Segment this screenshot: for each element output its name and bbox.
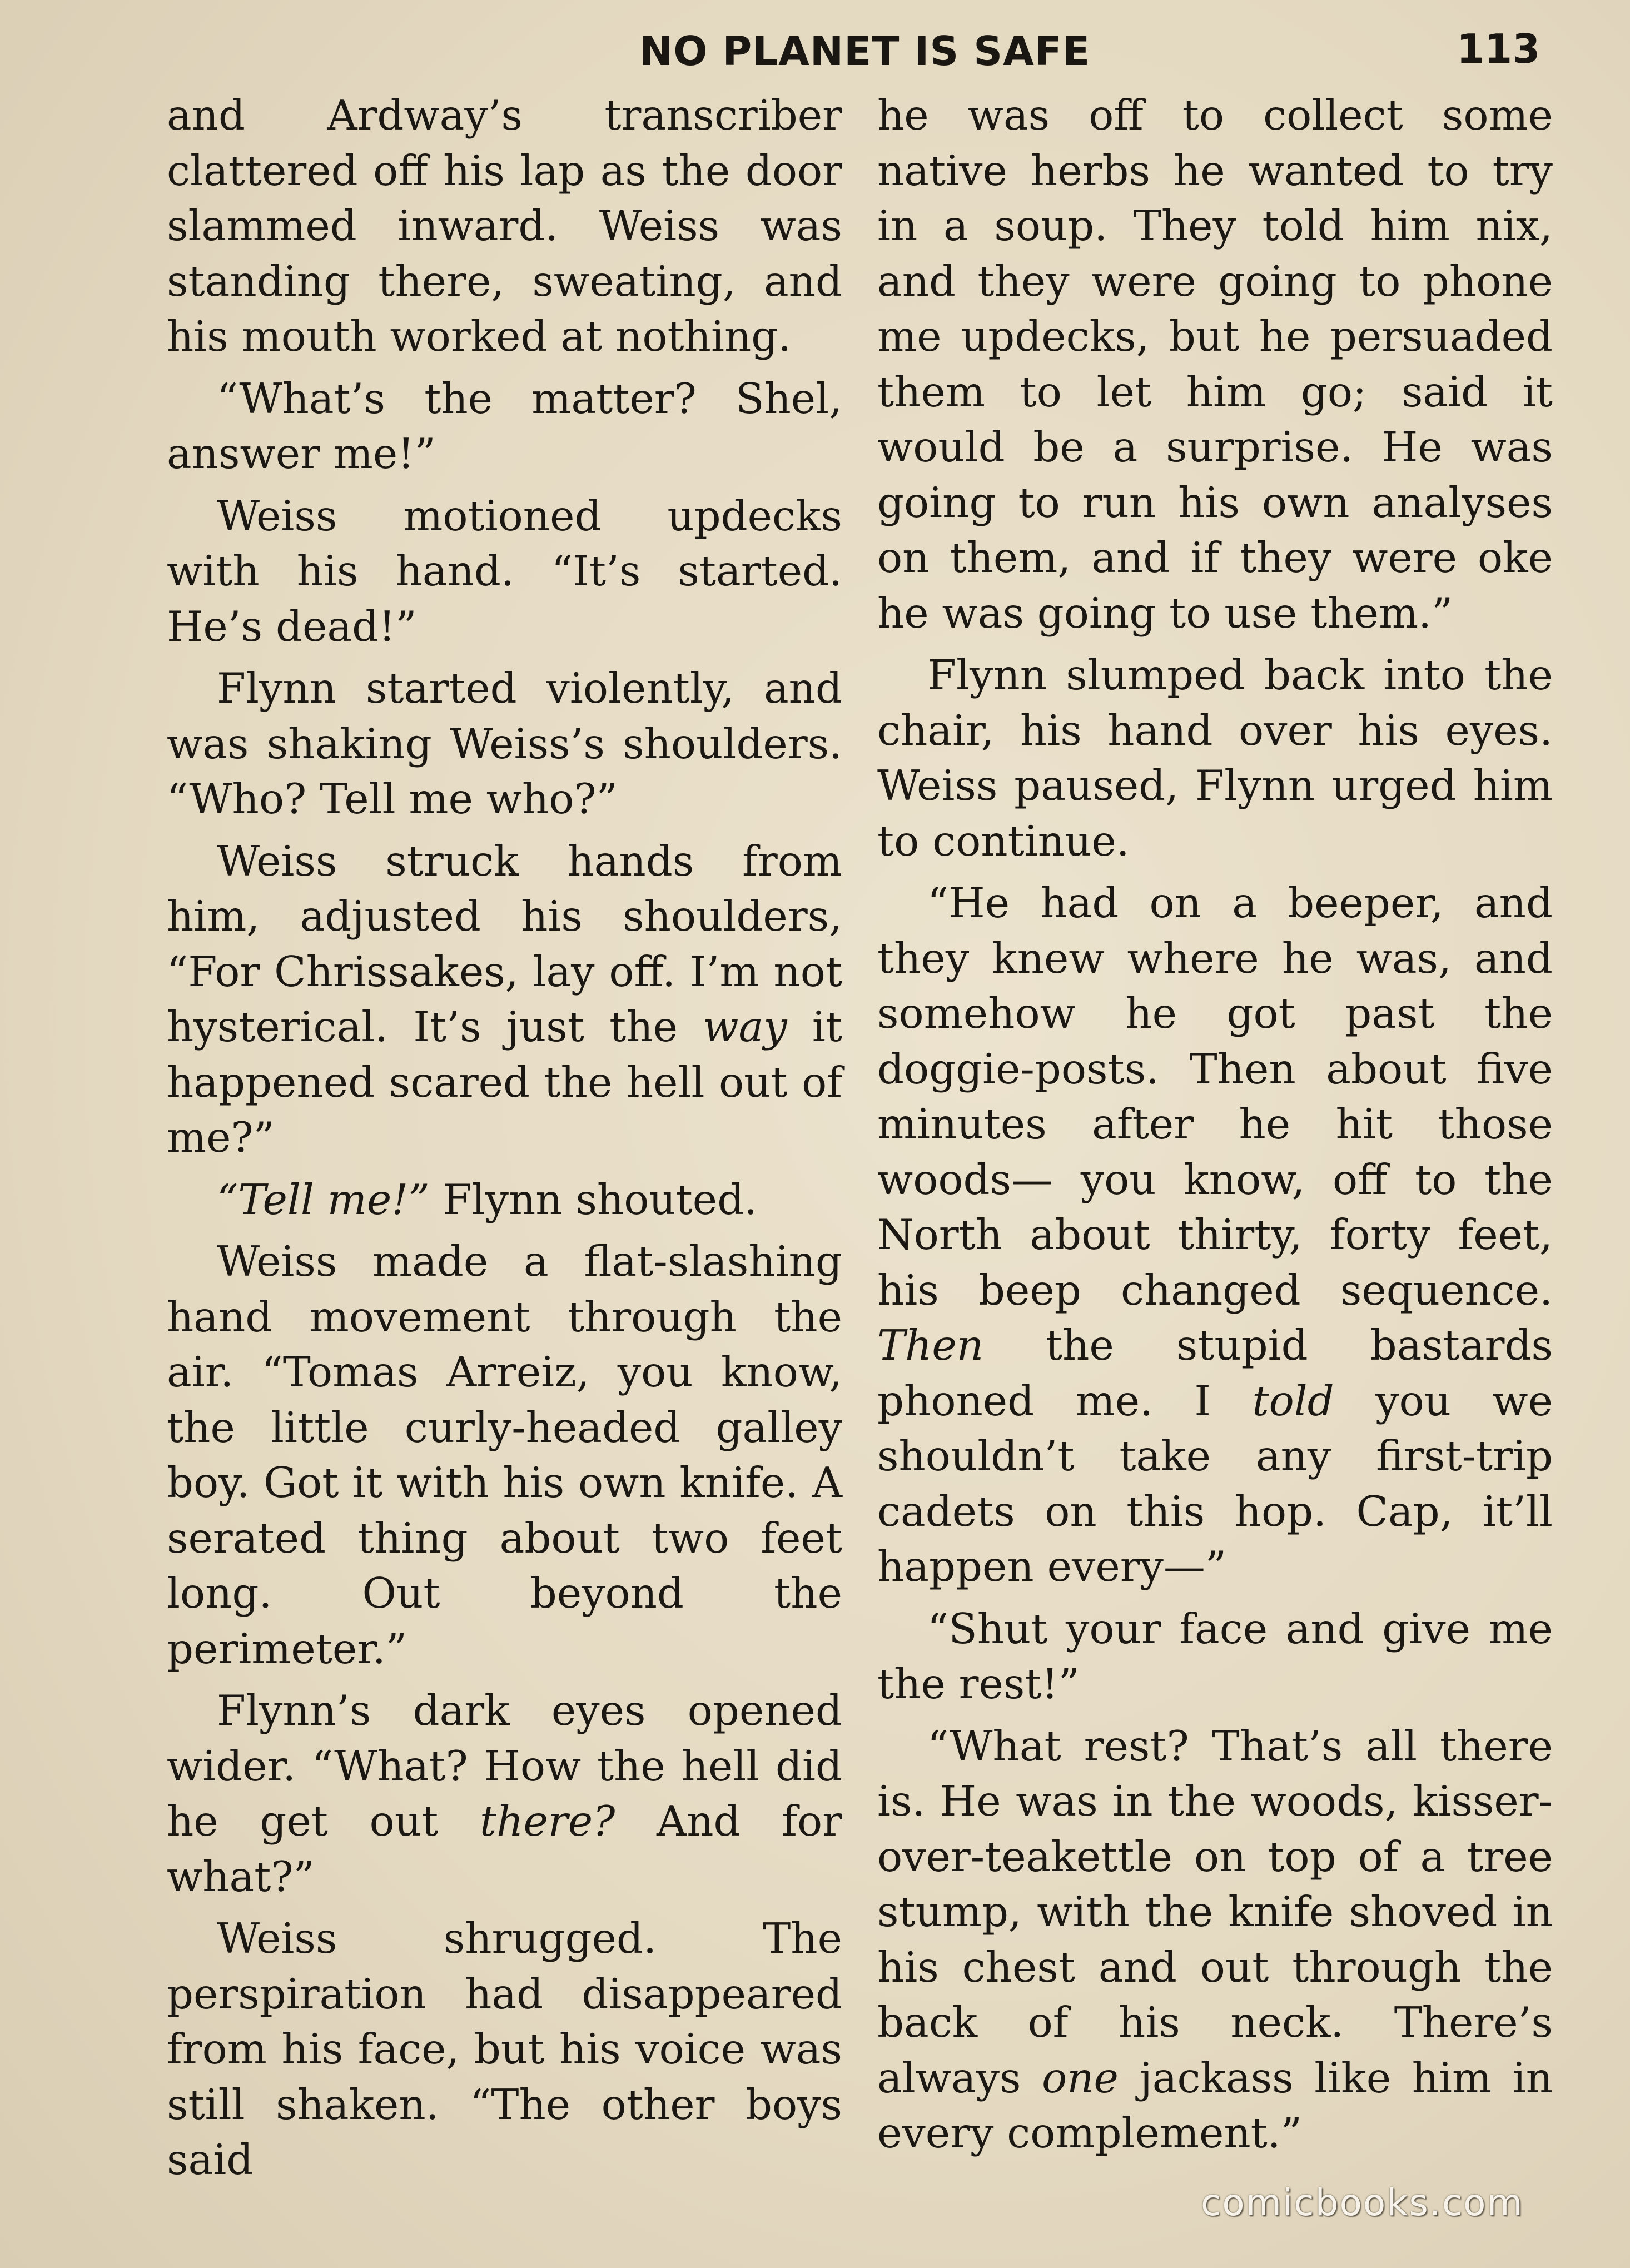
text-run: “Shut your face and give me the rest!” [877,1604,1553,1708]
watermark: comicbooks.com [1201,2181,1524,2224]
left-text-column [167,88,842,2195]
italic-text: one [1042,2053,1119,2102]
text-run: you we shouldn’t take any first-trip cadets on this hop. Cap, it’ll happen every—” [877,1376,1553,1591]
paragraph [167,1172,842,1228]
page-number: 113 [1457,26,1540,72]
running-title: NO PLANET IS SAFE [639,28,1091,74]
text-run: the stupid bastards phoned me. I [877,1321,1553,1425]
text-run: Weiss made a flat-slashing hand movement through the air. “Tomas Arreiz, you know, the little curly-headed galley boy. Got it with his own knife. A serated thing about two feet long. Out beyond the perimeter.” [167,1237,842,1673]
italic-text: there? [480,1797,615,1846]
paragraph [877,876,1553,1595]
text-run: Flynn started violently, and was shaking Weiss’s shoulders. “Who? Tell me who?” [167,664,842,823]
italic-text: told [1252,1376,1334,1425]
text-run: it happened scared the hell out of me?” [167,1002,842,1162]
paragraph [167,834,842,1166]
text-run: Weiss shrugged. The perspiration had disappeared from his face, but his voice was still shaken. “The other boys said [167,1914,842,2184]
text-run: “He had on a beeper, and they knew where he was, and somehow he got past the doggie-posts. Then about five minutes after he hit those woods— you know, off to the North about thirty, forty feet, his beep changed sequence. [877,878,1553,1315]
paragraph [877,1719,1553,2161]
running-head [0,21,1630,82]
paragraph [167,489,842,655]
text-run: he was off to collect some native herbs he wanted to try in a soup. They told him nix, and they were going to phone me updecks, but he persuaded them to let him go; said it would be a surprise. He was going to run his own analyses on them, and if they were oke he was going to use them.” [877,91,1553,638]
paragraph [167,371,842,482]
text-run: Flynn’s dark eyes opened wider. “What? How the hell did he get out [167,1686,842,1846]
text-run: Weiss struck hands from him, adjusted his shoulders, “For Chrissakes, lay off. I’m not hysterical. It’s just the [167,836,842,1051]
text-run: “What rest? That’s all there is. He was in the woods, kisser-over-teakettle on top of a tree stump, with the knife shoved in his chest and out through the back of his neck. There’s always [877,1721,1553,2102]
paragraph [167,1911,842,2188]
text-run: Flynn slumped back into the chair, his hand over his eyes. Weiss paused, Flynn urged him to continue. [877,650,1553,866]
paragraph [877,1601,1553,1712]
paragraph [167,661,842,827]
text-run: “What’s the matter? Shel, answer me!” [167,374,842,478]
italic-text: “Tell me!” [217,1175,430,1224]
italic-text: Then [877,1321,984,1370]
paragraph-continued [167,88,842,365]
text-run: and Ardway’s transcriber clattered off his lap as the door slammed inward. Weiss was standing there, sweating, and his mouth worked at nothing. [167,91,842,361]
paragraph [167,1683,842,1904]
text-run: Weiss motioned updecks with his hand. “It’s started. He’s dead!” [167,491,842,651]
paragraph [167,1234,842,1677]
italic-text: way [703,1002,787,1051]
paragraph [877,648,1553,869]
right-text-column [877,88,1553,2168]
text-run: And for what?” [167,1797,842,1901]
text-run: Flynn shouted. [429,1175,758,1224]
paragraph-continued [877,88,1553,641]
text-run: jackass like him in every complement.” [877,2053,1553,2157]
